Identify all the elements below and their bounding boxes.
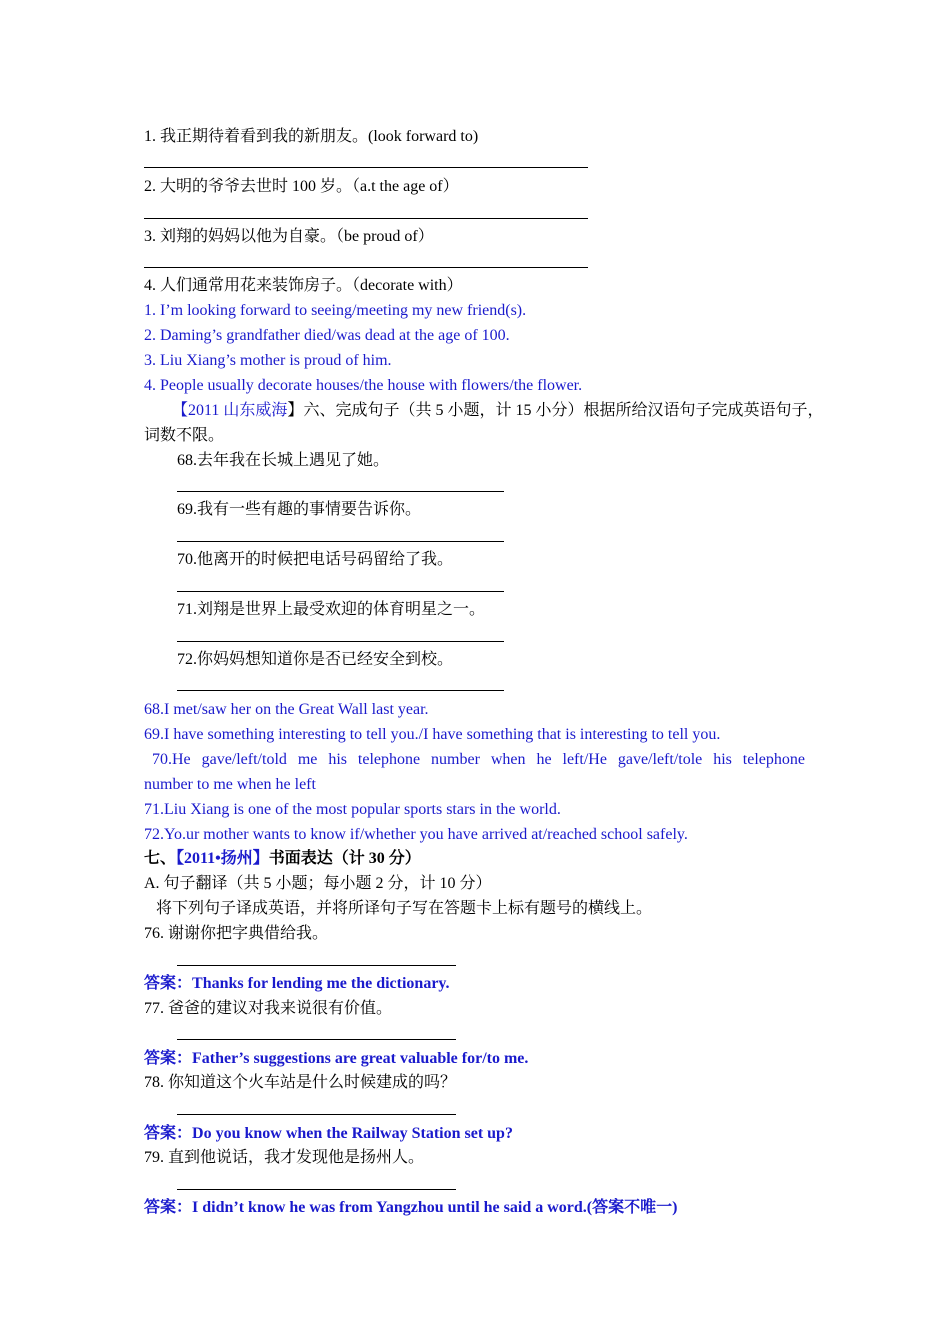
answer-label: 答案： [144, 975, 193, 992]
question-71: 71.刘翔是世界上最受欢迎的体育明星之一。 [177, 601, 486, 618]
answer-1: 1. I’m looking forward to seeing/meeting my new friend(s). [144, 302, 527, 319]
answer-69: 69.I have something interesting to tell you./I have something that is interesting to tell you. [144, 726, 721, 743]
answer-blank-79 [177, 1189, 456, 1190]
question-68: 68.去年我在长城上遇见了她。 [177, 452, 390, 469]
answer-79 [144, 1198, 814, 1218]
answer-blank-2 [144, 218, 588, 219]
answer-label: 答案： [144, 1199, 193, 1216]
question-77: 77. 爸爸的建议对我来说很有价值。 [144, 1000, 393, 1017]
answer-4: 4. People usually decorate houses/the house with flowers/the flower. [144, 377, 583, 394]
answer-blank-69 [177, 541, 504, 542]
answer-72: 72.Yo.ur mother wants to know if/whether you have arrived at/reached school safely. [144, 826, 688, 843]
answer-label: 答案： [144, 1125, 193, 1142]
question-3: 3. 刘翔的妈妈以他为自豪。（be proud of） [144, 228, 434, 245]
answer-70-line1: 70.He gave/left/told me his telephone number when he left/He gave/left/tole his telephone [152, 751, 805, 768]
answer-76 [144, 974, 814, 994]
answer-76-text: Thanks for lending me the dictionary. [192, 975, 450, 992]
question-78: 78. 你知道这个火车站是什么时候建成的吗？ [144, 1074, 457, 1091]
answer-78 [144, 1124, 814, 1144]
answer-blank-68 [177, 491, 504, 492]
answer-blank-3 [144, 267, 588, 268]
question-4: 4. 人们通常用花来装饰房子。（decorate with） [144, 277, 463, 294]
answer-blank-72 [177, 690, 504, 691]
answer-70-line2: number to me when he left [144, 776, 316, 793]
answer-label: 答案： [144, 1050, 193, 1067]
source-tag-bracket: 】 [287, 402, 304, 419]
section-3-instruction: 将下列句子译成英语，并将所译句子写在答题卡上标有题号的横线上。 [156, 900, 653, 917]
answer-3: 3. Liu Xiang’s mother is proud of him. [144, 352, 392, 369]
answer-blank-78 [177, 1114, 456, 1115]
answer-77-text: Father’s suggestions are great valuable for/to me. [192, 1050, 529, 1067]
question-72: 72.你妈妈想知道你是否已经安全到校。 [177, 651, 454, 668]
answer-blank-71 [177, 641, 504, 642]
section-3-title: 书面表达（计 30 分） [268, 850, 421, 867]
question-79: 79. 直到他说话，我才发现他是扬州人。 [144, 1149, 425, 1166]
question-70: 70.他离开的时候把电话号码留给了我。 [177, 551, 454, 568]
answer-blank-70 [177, 591, 504, 592]
answer-77 [144, 1049, 814, 1069]
answer-blank-77 [177, 1039, 456, 1040]
section-3-header [144, 849, 814, 869]
question-2: 2. 大明的爷爷去世时 100 岁。（a.t the age of） [144, 178, 459, 195]
source-tag: 【2011 山东威海 [172, 402, 288, 419]
answer-68: 68.I met/saw her on the Great Wall last year. [144, 701, 429, 718]
answer-79-text: I didn’t know he was from Yangzhou until he said a word.(答案不唯一) [192, 1199, 678, 1216]
section-2-header [172, 401, 842, 421]
section-3-subheader: A. 句子翻译（共 5 小题；每小题 2 分，计 10 分） [144, 875, 492, 892]
section-3-number: 七、 [144, 850, 177, 867]
answer-2: 2. Daming’s grandfather died/was dead at the age of 100. [144, 327, 510, 344]
section-2-instructions: 六、完成句子（共 5 小题，计 15 小分）根据所给汉语句子完成英语句子， [303, 402, 824, 419]
section-3-source-tag: 【2011•扬州】 [176, 850, 269, 867]
answer-blank-76 [177, 965, 456, 966]
section-2-header-line2: 词数不限。 [144, 427, 225, 444]
question-69: 69.我有一些有趣的事情要告诉你。 [177, 501, 422, 518]
answer-71: 71.Liu Xiang is one of the most popular sports stars in the world. [144, 801, 561, 818]
answer-blank-1 [144, 167, 588, 168]
question-1: 1. 我正期待着看到我的新朋友。(look forward to) [144, 128, 479, 145]
question-76: 76. 谢谢你把字典借给我。 [144, 925, 329, 942]
answer-78-text: Do you know when the Railway Station set up? [192, 1125, 513, 1142]
